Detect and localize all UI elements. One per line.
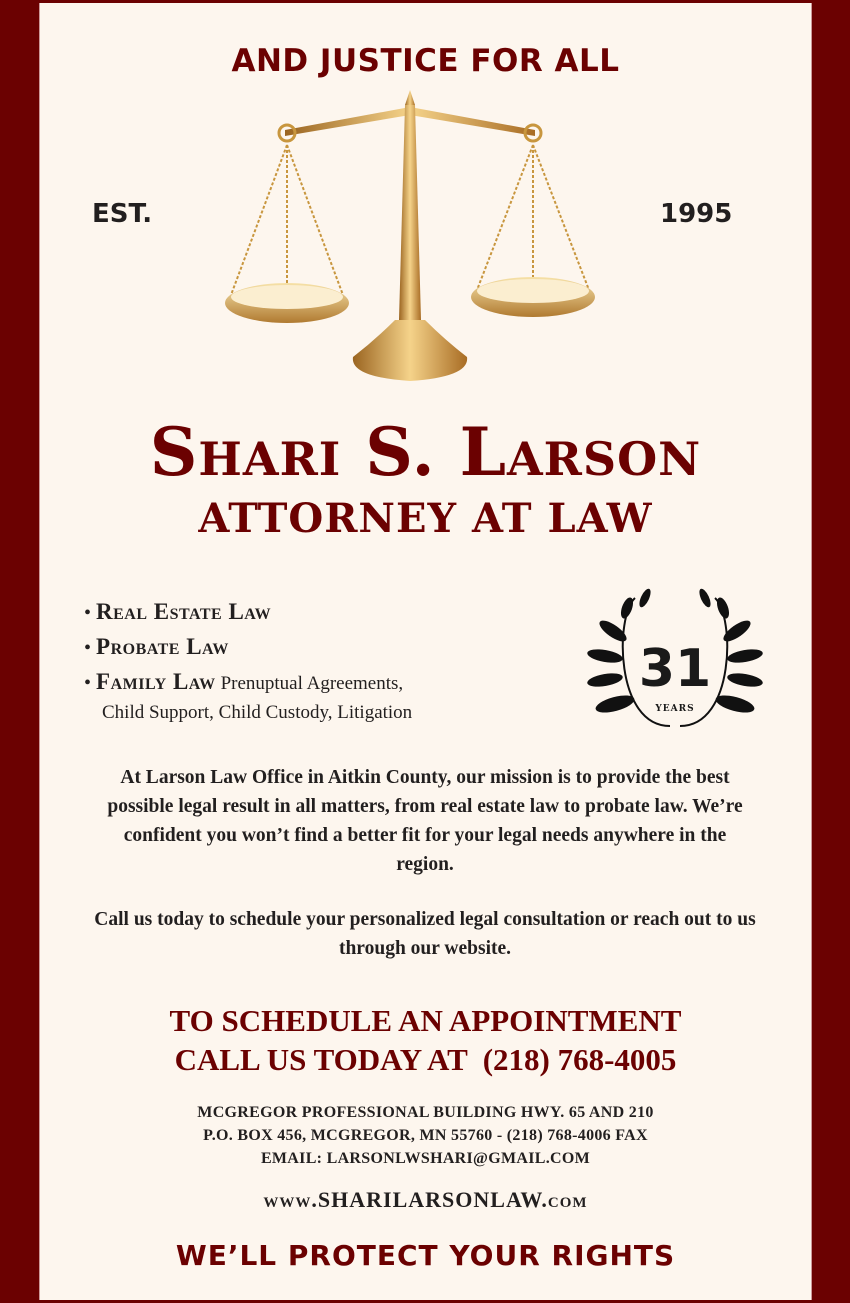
attorney-name: Shari S. Larson <box>149 413 702 491</box>
laurel-wreath-icon <box>575 586 775 736</box>
address-block <box>40 1101 811 1170</box>
attorney-title: ATTORNEY AT LAW <box>198 495 653 542</box>
tagline: AND JUSTICE FOR ALL <box>231 43 620 79</box>
scales-of-justice-icon <box>225 85 605 390</box>
address-line-2: P.O. BOX 456, MCGREGOR, MN 55760 - (218) 768-4006 FAX <box>203 1127 648 1144</box>
address-line-1: MCGREGOR PROFESSIONAL BUILDING HWY. 65 AND 210 <box>197 1104 654 1121</box>
mission-statement: At Larson Law Office in Aitkin County, our mission is to provide the best possible legal result in all matters, from real estate law to probate law. We’re confident you won’t find a better fit for your legal needs anywhere in the region. <box>107 767 743 875</box>
appointment-line-1: TO SCHEDULE AN APPOINTMENT <box>169 1003 682 1038</box>
appointment-block <box>40 1001 811 1079</box>
practice-area-item: • Family Law Prenuptual Agreements, <box>84 669 404 694</box>
call-to-action: Call us today to schedule your personalized legal consultation or reach out to us through our website. <box>94 909 756 959</box>
est-label: EST. <box>92 199 153 229</box>
years-number: 31 <box>638 639 712 699</box>
ad-panel <box>39 3 812 1300</box>
practice-area-item: • Real Estate Law <box>84 599 272 624</box>
practice-area-detail: Child Support, Child Custody, Litigation <box>102 702 413 723</box>
practice-areas-list <box>84 595 544 725</box>
est-year: 1995 <box>660 199 733 229</box>
footer-tagline: WE’LL PROTECT YOUR RIGHTS <box>175 1239 676 1272</box>
practice-area-item: • Probate Law <box>84 634 229 659</box>
years-label: YEARS <box>655 704 695 714</box>
website-link[interactable]: www.SHARILARSONLAW.com <box>263 1187 588 1212</box>
email-line: EMAIL: LARSONLWSHARI@GMAIL.COM <box>260 1150 591 1167</box>
appointment-phone-line: CALL US TODAY AT (218) 768-4005 <box>174 1042 677 1077</box>
